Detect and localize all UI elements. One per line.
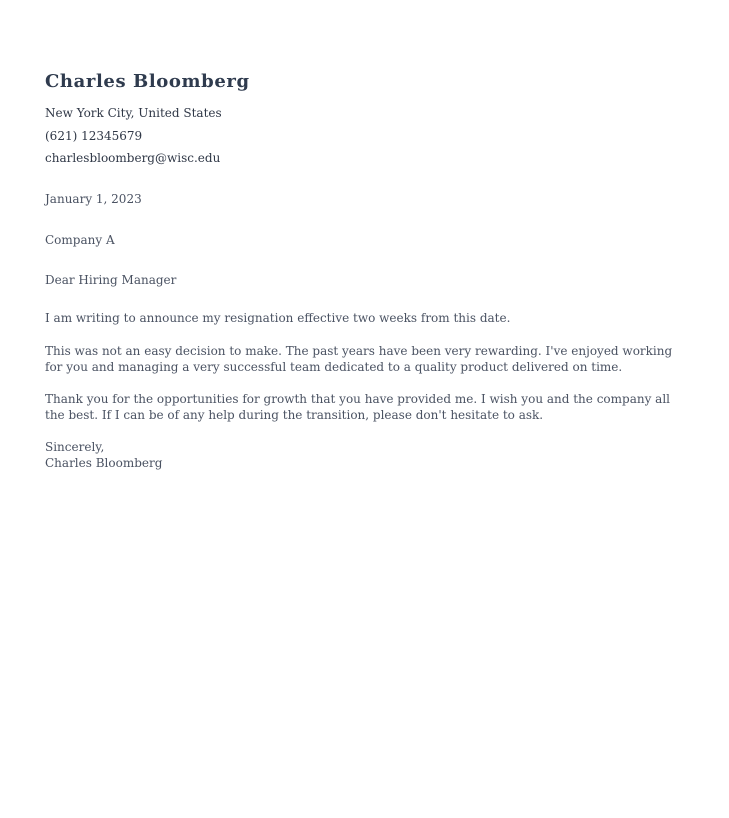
closing: Sincerely,: [45, 440, 105, 454]
sender-location: New York City, United States: [45, 106, 222, 120]
sender-email: charlesbloomberg@wisc.edu: [45, 151, 221, 165]
body-paragraph-2: This was not an easy decision to make. The past years have been very rewarding. I've enjoyed working for you and managing a very successful team dedicated to a quality product delivered on time.: [45, 344, 673, 374]
signature: Charles Bloomberg: [45, 456, 163, 470]
letter-date: January 1, 2023: [45, 192, 142, 206]
greeting: Dear Hiring Manager: [45, 273, 177, 287]
recipient-company: Company A: [45, 233, 115, 247]
sender-name: Charles Bloomberg: [45, 71, 250, 92]
body-paragraph-1: I am writing to announce my resignation effective two weeks from this date.: [45, 311, 511, 325]
sender-phone: (621) 12345679: [45, 129, 143, 143]
body-paragraph-3: Thank you for the opportunities for growth that you have provided me. I wish you and the company all the best. If I can be of any help during the transition, please don't hesitate to ask.: [45, 392, 671, 422]
